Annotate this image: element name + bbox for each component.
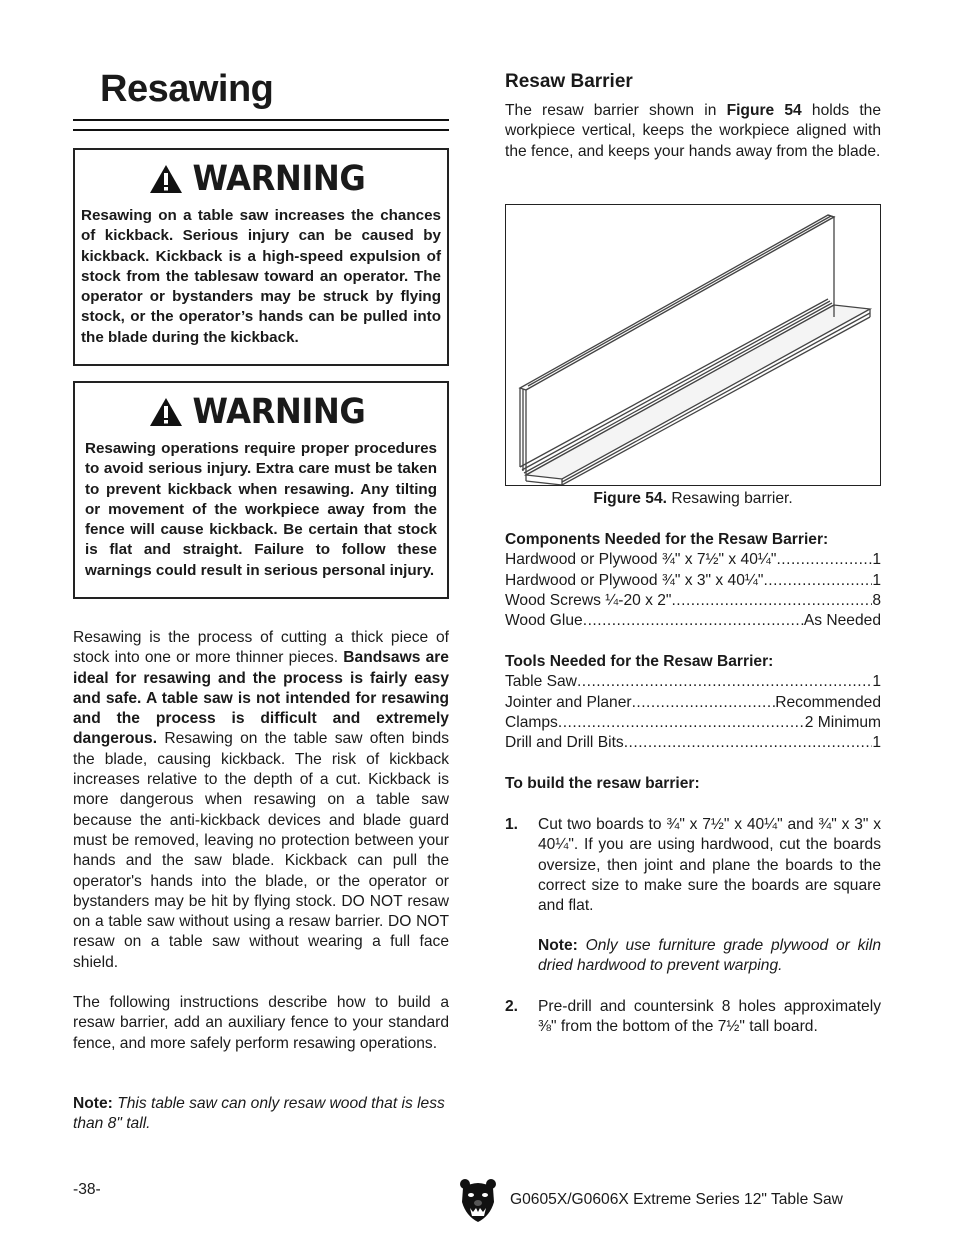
note-label: Note:: [73, 1095, 113, 1112]
step-text: Cut two boards to ¾" x 7½" x 40¼" and ¾" x 3" x 40¼". If you are using hardwood, cut the boards oversize, then joint and plane the boards to the correct size to make sure the boards are square and flat.: [538, 816, 881, 915]
footer-title: G0605X/G0606X Extreme Series 12" Table Saw: [510, 1191, 843, 1208]
components-heading: Components Needed for the Resaw Barrier:: [505, 531, 829, 548]
intro-text-b: Resawing on the table saw often binds the blade, causing kickback. The risk of kickback increases relative to the depth of a cut. Kickback is more dangerous when resawing on a table saw because the anti-kickback devices and blade guard must be removed, leaving no protection between your hands and the saw blade. Kickback can pull the operator's hands into the blade, or the operator or bystanders may be hit by flying stock. DO NOT resaw on a table saw without using a resaw barrier. DO NOT resaw on a table saw without wearing a full face shield.: [73, 730, 449, 971]
item-qty: 1: [872, 571, 881, 589]
warning-text: Resawing on a table saw increases the chances of kickback. Serious injury can be caused by kickback. Kickback is a high-speed expulsion of stock from the tablesaw toward an operator. The operator or bystanders may be struck by flying stock, or the operator’s hands can be pulled into the blade during the kickback.: [81, 207, 441, 346]
item-name: Hardwood or Plywood ¾" x 7½" x 40¼": [505, 551, 777, 569]
leader-dots: [577, 672, 872, 692]
tools-list: [505, 652, 881, 753]
title-rule-bottom: [73, 129, 449, 131]
instructions-text: The following instructions describe how to build a resaw barrier, add an auxiliary fence to your standard fence, and more safely perform resawing operations.: [73, 994, 449, 1052]
resaw-barrier-paragraph: [505, 101, 881, 162]
item-name: Clamps: [505, 713, 558, 731]
list-item: [505, 733, 881, 753]
warning-text: Resawing operations require proper procedures to avoid serious injury. Extra care must be taken to prevent kickback when resawing. Any tilting or movement of the workpiece away from the fence will cause kickback. Be certain that stock is flat and straight. Failure to follow these warnings could result in serious personal injury.: [85, 440, 437, 579]
instructions-paragraph: [73, 993, 449, 1054]
build-note: [505, 936, 881, 977]
warning-label: WARNING: [192, 159, 366, 199]
item-qty: 1: [872, 734, 881, 752]
build-heading: To build the resaw barrier:: [505, 775, 700, 792]
list-item: [505, 571, 881, 591]
list-item: [505, 713, 881, 733]
warning-box-procedures: [73, 381, 449, 599]
list-item: [505, 693, 881, 713]
item-name: Table Saw: [505, 673, 577, 691]
warning-box-kickback: [73, 148, 449, 366]
intro-text-bold: Bandsaws are ideal for resawing and the process is fairly easy and safe. A table saw is not intended for resawing and the process is difficult and extremely dangerous.: [73, 649, 449, 748]
resaw-text-b: holds the workpiece vertical, keeps the workpiece aligned with the fence, and keeps your hands away from the blade.: [505, 102, 882, 160]
warning-triangle-icon: [149, 164, 183, 194]
item-qty: 2 Minimum: [804, 713, 881, 731]
resaw-text-a: The resaw barrier shown in: [505, 102, 727, 119]
build-step-1: [505, 815, 881, 916]
step-number: 2.: [505, 998, 519, 1015]
figure-caption-text: Resawing barrier.: [667, 490, 793, 507]
item-qty: 1: [872, 551, 881, 569]
note-label: Note:: [538, 937, 578, 954]
list-item: [505, 550, 881, 570]
intro-paragraph: [73, 628, 449, 973]
leader-dots: [632, 693, 776, 713]
warning-label: WARNING: [192, 392, 366, 432]
build-step-2: [505, 997, 881, 1038]
leader-dots: [558, 713, 805, 733]
resaw-barrier-illustration: [506, 205, 880, 485]
section-heading: Resaw Barrier: [505, 71, 633, 92]
item-qty: 1: [872, 673, 881, 691]
note-text: Only use furniture grade plywood or kiln dried hardwood to prevent warping.: [538, 937, 881, 975]
figure-label: Figure 54.: [593, 490, 667, 507]
build-heading-wrap: [505, 774, 881, 794]
leader-dots: [763, 571, 872, 591]
item-name: Drill and Drill Bits: [505, 734, 624, 752]
components-list: [505, 530, 881, 631]
step-text: Pre-drill and countersink 8 holes approximately ⅜" from the bottom of the 7½" tall board.: [538, 998, 881, 1036]
bear-logo-icon: [460, 1178, 496, 1222]
item-qty: As Needed: [803, 612, 881, 630]
figure-caption: [505, 490, 881, 508]
leader-dots: [583, 611, 804, 631]
leader-dots: [776, 550, 872, 570]
title-rule-top: [73, 119, 449, 121]
page-number: -38-: [73, 1181, 101, 1198]
item-qty: Recommended: [775, 693, 881, 711]
figure-54: [505, 204, 881, 486]
figure-reference: Figure 54: [726, 102, 802, 119]
item-qty: 8: [872, 591, 881, 609]
item-name: Hardwood or Plywood ¾" x 3" x 40¼": [505, 571, 764, 589]
leader-dots: [671, 591, 872, 611]
warning-header: [81, 154, 441, 204]
list-item: [505, 611, 881, 631]
warning-header: [85, 387, 437, 437]
footer: [460, 1178, 843, 1222]
intro-text-a: Resawing is the process of cutting a thick piece of stock into one or more thinner pieces.: [73, 629, 449, 667]
item-name: Wood Glue: [505, 612, 583, 630]
page-title: Resawing: [100, 68, 274, 110]
leader-dots: [624, 733, 873, 753]
note-text: This table saw can only resaw wood that is less than 8" tall.: [73, 1095, 445, 1133]
item-name: Wood Screws ¼-20 x 2": [505, 591, 672, 609]
step-number: 1.: [505, 816, 519, 833]
list-item: [505, 672, 881, 692]
list-item: [505, 591, 881, 611]
intro-note: [73, 1094, 449, 1135]
tools-heading: Tools Needed for the Resaw Barrier:: [505, 653, 774, 670]
warning-triangle-icon: [149, 397, 183, 427]
item-name: Jointer and Planer: [505, 693, 632, 711]
